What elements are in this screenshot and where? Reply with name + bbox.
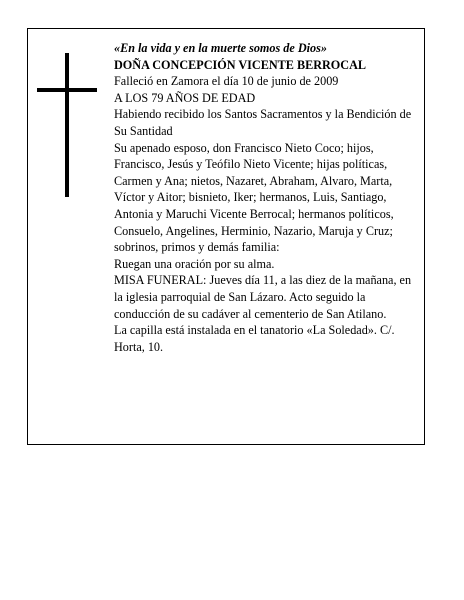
chapel-paragraph: La capilla está instalada en el tanatorio «La Soledad». C/. Horta, 10. (114, 323, 395, 354)
death-line: Falleció en Zamora el día 10 de junio de 2009 (114, 74, 339, 89)
obituary-text (114, 40, 420, 355)
cross-icon (65, 53, 69, 197)
funeral-paragraph: MISA FUNERAL: Jueves día 11, a las diez de la mañana, en la iglesia parroquial de San Lázaro. Acto seguido la conducción de su cadáver al cementerio de San Atilano. (114, 273, 412, 321)
cross-icon-bar (37, 88, 97, 92)
motto: «En la vida y en la muerte somos de Dios» (114, 41, 327, 55)
family-paragraph: Su apenado esposo, don Francisco Nieto Coco; hijos, Francisco, Jesús y Teófilo Nieto Vicente; hijas políticas, Carmen y Ana; nietos, Nazaret, Abraham, Alvaro, Marta, Víctor y Aitor; bisnieto, Iker; hermanos, Luis, Santiago, Antonia y Maruchi Vicente Berrocal; hermanos políticos, Consuelo, Angelines, Herminio, Nazario, Maruja y Cruz; sobrinos, primos y demás familia: (114, 140, 394, 255)
prayer-line: Ruegan una oración por su alma. (114, 256, 275, 271)
age-line: A LOS 79 AÑOS DE EDAD (114, 90, 256, 105)
deceased-name: DOÑA CONCEPCIÓN VICENTE BERROCAL (114, 57, 367, 72)
sacraments-line: Habiendo recibido los Santos Sacramentos y la Bendición de Su Santidad (114, 107, 412, 138)
